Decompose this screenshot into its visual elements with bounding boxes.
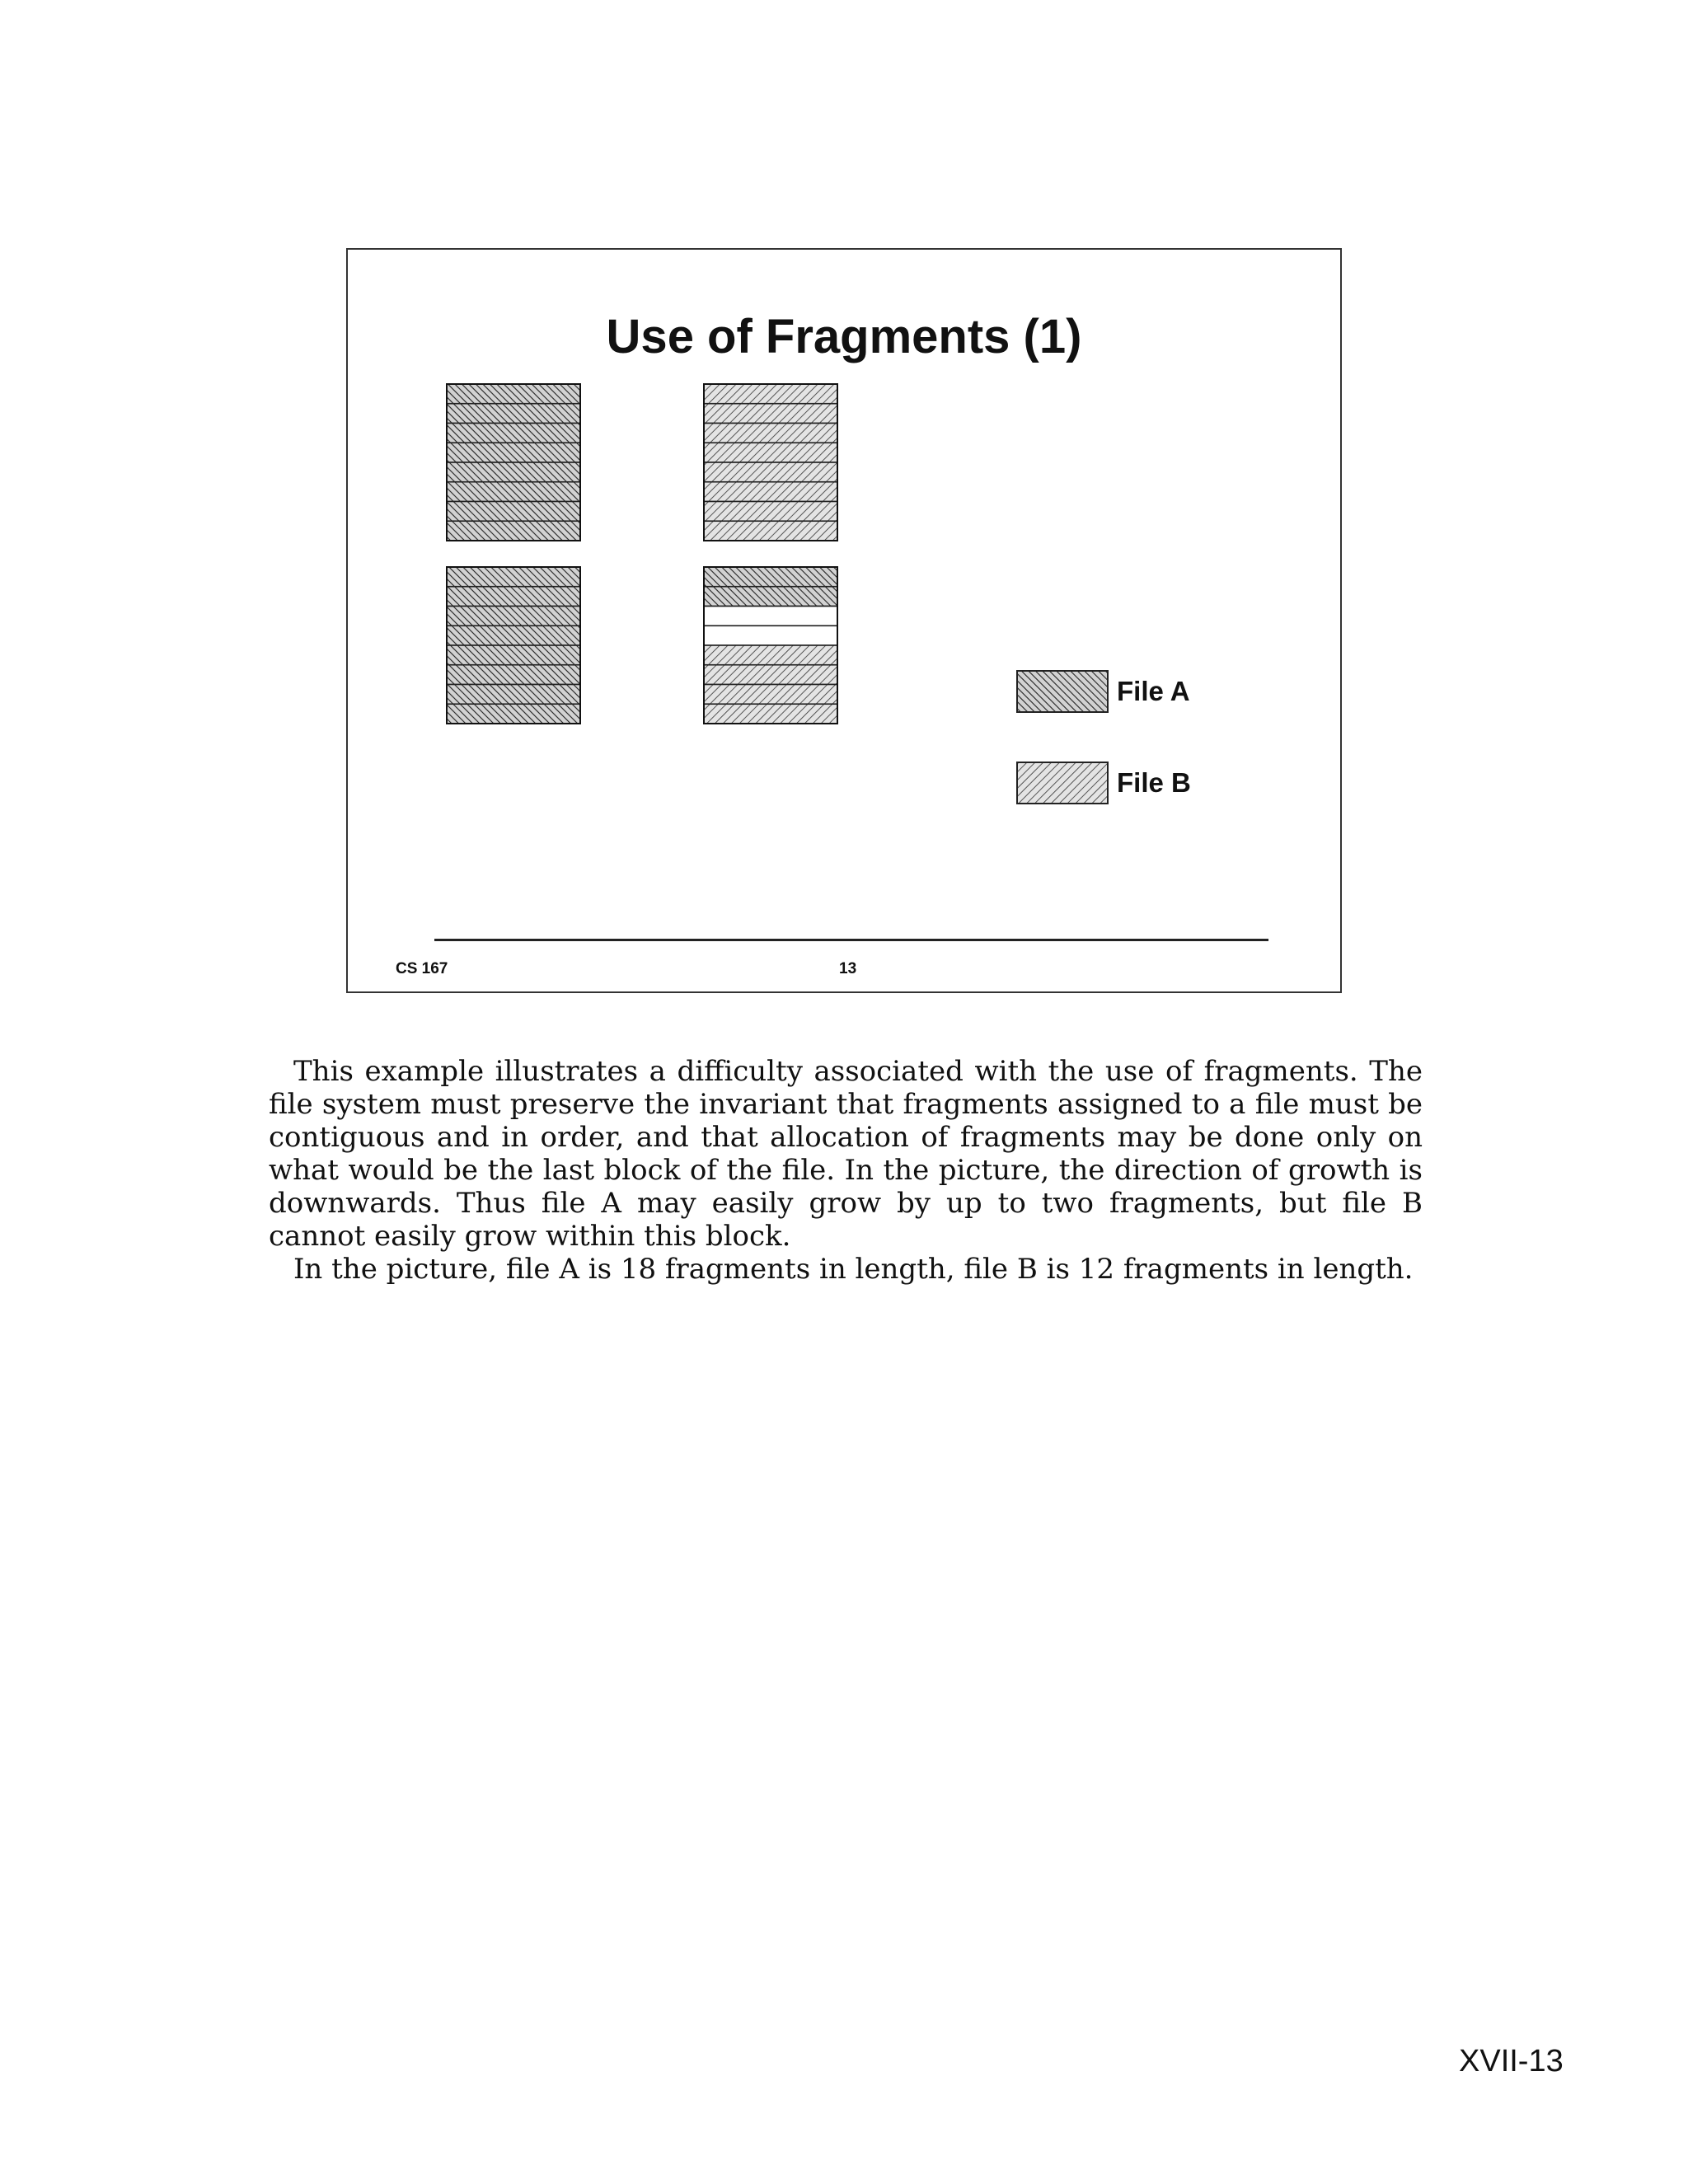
disk-block — [704, 384, 837, 541]
fragment-file-a — [447, 567, 580, 587]
fragment-file-a — [447, 424, 580, 443]
fragment-file-b — [704, 665, 837, 685]
paragraph: This example illustrates a difficulty associated with the use of fragments. The file system must preserve the invariant that fragments assigned to a file must be contiguous and in order, and that allocation of fragments may be done only on what would be the last block of the file. In the picture, the direction of growth is downwards. Thus file A may easily grow by up to two fragments, but file B cannot easily grow within this block. — [269, 1055, 1423, 1253]
footer-rule — [434, 939, 1268, 941]
free-fragment — [704, 626, 837, 645]
fragment-file-b — [704, 502, 837, 522]
fragment-file-a — [447, 502, 580, 522]
disk-block — [447, 567, 580, 724]
slide-number: 13 — [839, 960, 857, 977]
fragment-file-b — [704, 462, 837, 482]
fragment-file-b — [704, 424, 837, 443]
fragment-file-b — [704, 645, 837, 665]
fragment-file-a — [447, 704, 580, 724]
fragment-file-a — [447, 665, 580, 685]
fragment-file-b — [704, 704, 837, 724]
fragment-file-a — [447, 404, 580, 424]
fragment-file-a — [447, 685, 580, 705]
blocks-layer — [447, 384, 837, 724]
legend-label-file-a: File A — [1117, 676, 1190, 706]
legend-swatch-file-a — [1017, 671, 1108, 712]
free-fragment — [704, 607, 837, 626]
body-text — [269, 1055, 1423, 1286]
paragraph: In the picture, file A is 18 fragments in length, file B is 12 fragments in length. — [293, 1253, 1414, 1286]
slide-title: Use of Fragments (1) — [606, 310, 1082, 363]
legend-swatch-file-b — [1017, 762, 1108, 804]
fragment-file-a — [447, 607, 580, 626]
fragment-file-a — [447, 521, 580, 541]
fragment-file-b — [704, 443, 837, 462]
fragment-file-a — [704, 587, 837, 607]
disk-block — [447, 384, 580, 541]
fragment-file-b — [704, 384, 837, 404]
fragment-file-b — [704, 404, 837, 424]
fragment-file-b — [704, 482, 837, 502]
fragment-file-b — [704, 521, 837, 541]
fragment-file-a — [447, 443, 580, 462]
page-number: XVII-13 — [1459, 2044, 1564, 2079]
fragment-file-a — [447, 645, 580, 665]
legend-label-file-b: File B — [1117, 767, 1191, 798]
fragment-file-b — [704, 685, 837, 705]
fragment-file-a — [447, 462, 580, 482]
disk-block — [704, 567, 837, 724]
fragment-diagram — [348, 250, 1340, 991]
slide — [346, 248, 1342, 993]
fragment-file-a — [704, 567, 837, 587]
fragment-file-a — [447, 384, 580, 404]
fragment-file-a — [447, 587, 580, 607]
fragment-file-a — [447, 626, 580, 645]
fragment-file-a — [447, 482, 580, 502]
footer-course: CS 167 — [396, 960, 448, 977]
